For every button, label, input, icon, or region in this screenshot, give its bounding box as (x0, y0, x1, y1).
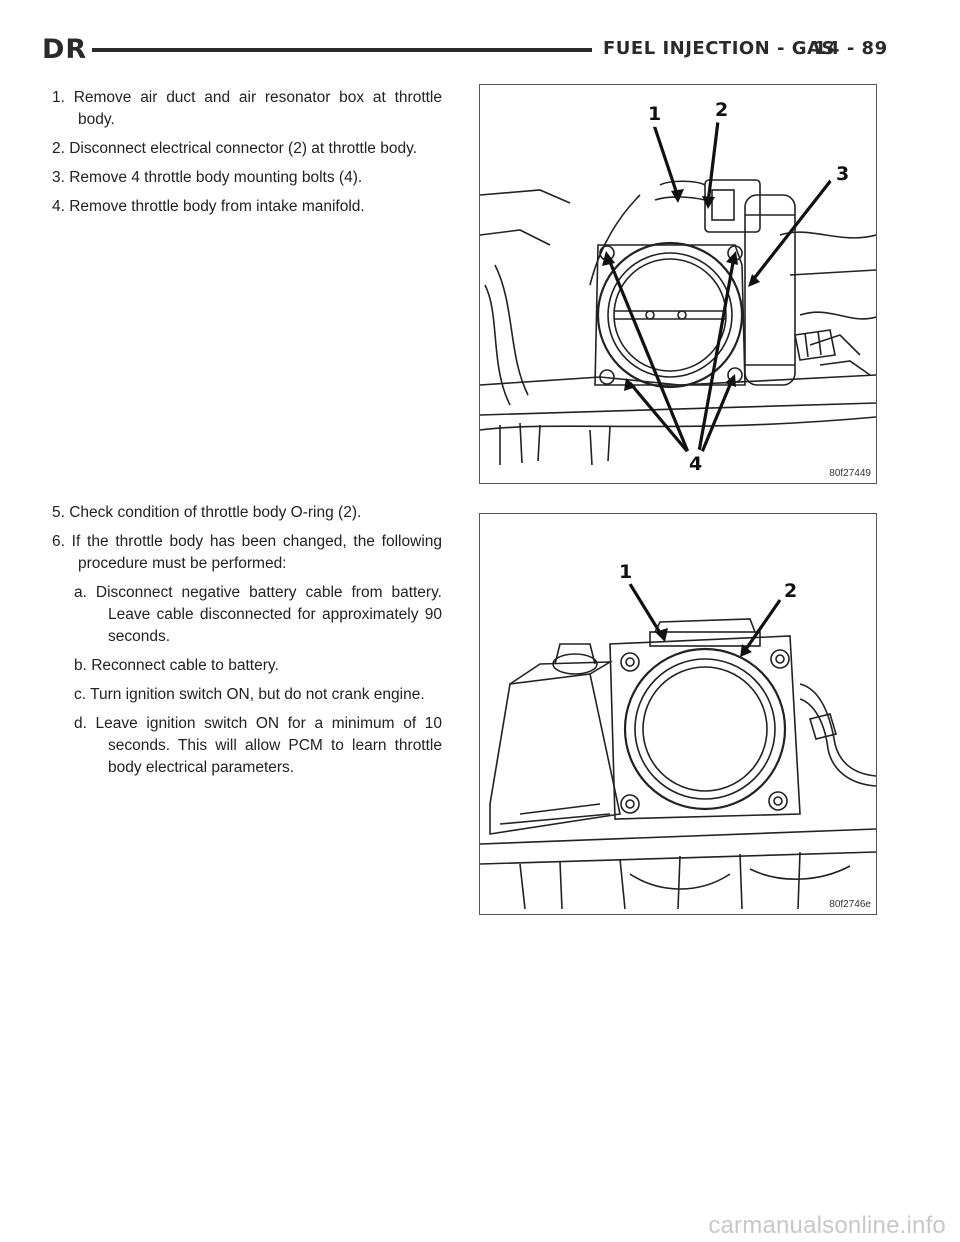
figure1-callout-3: 3 (836, 163, 850, 185)
model-code: DR (42, 34, 88, 65)
step-2: 2. Disconnect electrical connector (2) at throttle body. (52, 140, 417, 157)
steps-group-1 (52, 87, 442, 225)
step-6: 6. If the throttle body has been changed, the following procedure must be performed: (52, 533, 442, 572)
throttle-body-oring-illustration (480, 514, 876, 914)
figure2-callout-1: 1 (619, 561, 633, 583)
throttle-body-illustration (480, 85, 876, 483)
step-1: 1. Remove air duct and air resonator box at throttle body. (52, 89, 442, 128)
page-number: 14 - 89 (814, 38, 888, 59)
figure2-id: 80f2746e (829, 899, 871, 910)
step-3: 3. Remove 4 throttle body mounting bolts (4). (52, 169, 363, 186)
figure1-callout-2: 2 (715, 99, 729, 121)
figure-throttle-body-oring (479, 513, 877, 915)
step-5: 5. Check condition of throttle body O-ring (2). (52, 504, 362, 521)
substep-c: c. Turn ignition switch ON, but do not crank engine. (74, 686, 425, 703)
figure1-callout-4: 4 (689, 453, 703, 475)
figure1-id: 80f27449 (829, 468, 871, 479)
figure2-callout-2: 2 (784, 580, 798, 602)
figure1-callout-1: 1 (648, 103, 662, 125)
substep-a: a. Disconnect negative battery cable from battery. Leave cable disconnected for approximately 90 seconds. (74, 584, 442, 645)
header-rule (92, 48, 592, 52)
watermark: carmanualsonline.info (708, 1212, 946, 1239)
steps-group-2 (52, 502, 442, 786)
substep-b: b. Reconnect cable to battery. (74, 657, 279, 674)
step-4: 4. Remove throttle body from intake manifold. (52, 198, 365, 215)
substep-d: d. Leave ignition switch ON for a minimum of 10 seconds. This will allow PCM to learn throttle body electrical parameters. (74, 715, 442, 776)
section-title: FUEL INJECTION - GAS (603, 38, 835, 59)
figure-throttle-body-removal (479, 84, 877, 484)
